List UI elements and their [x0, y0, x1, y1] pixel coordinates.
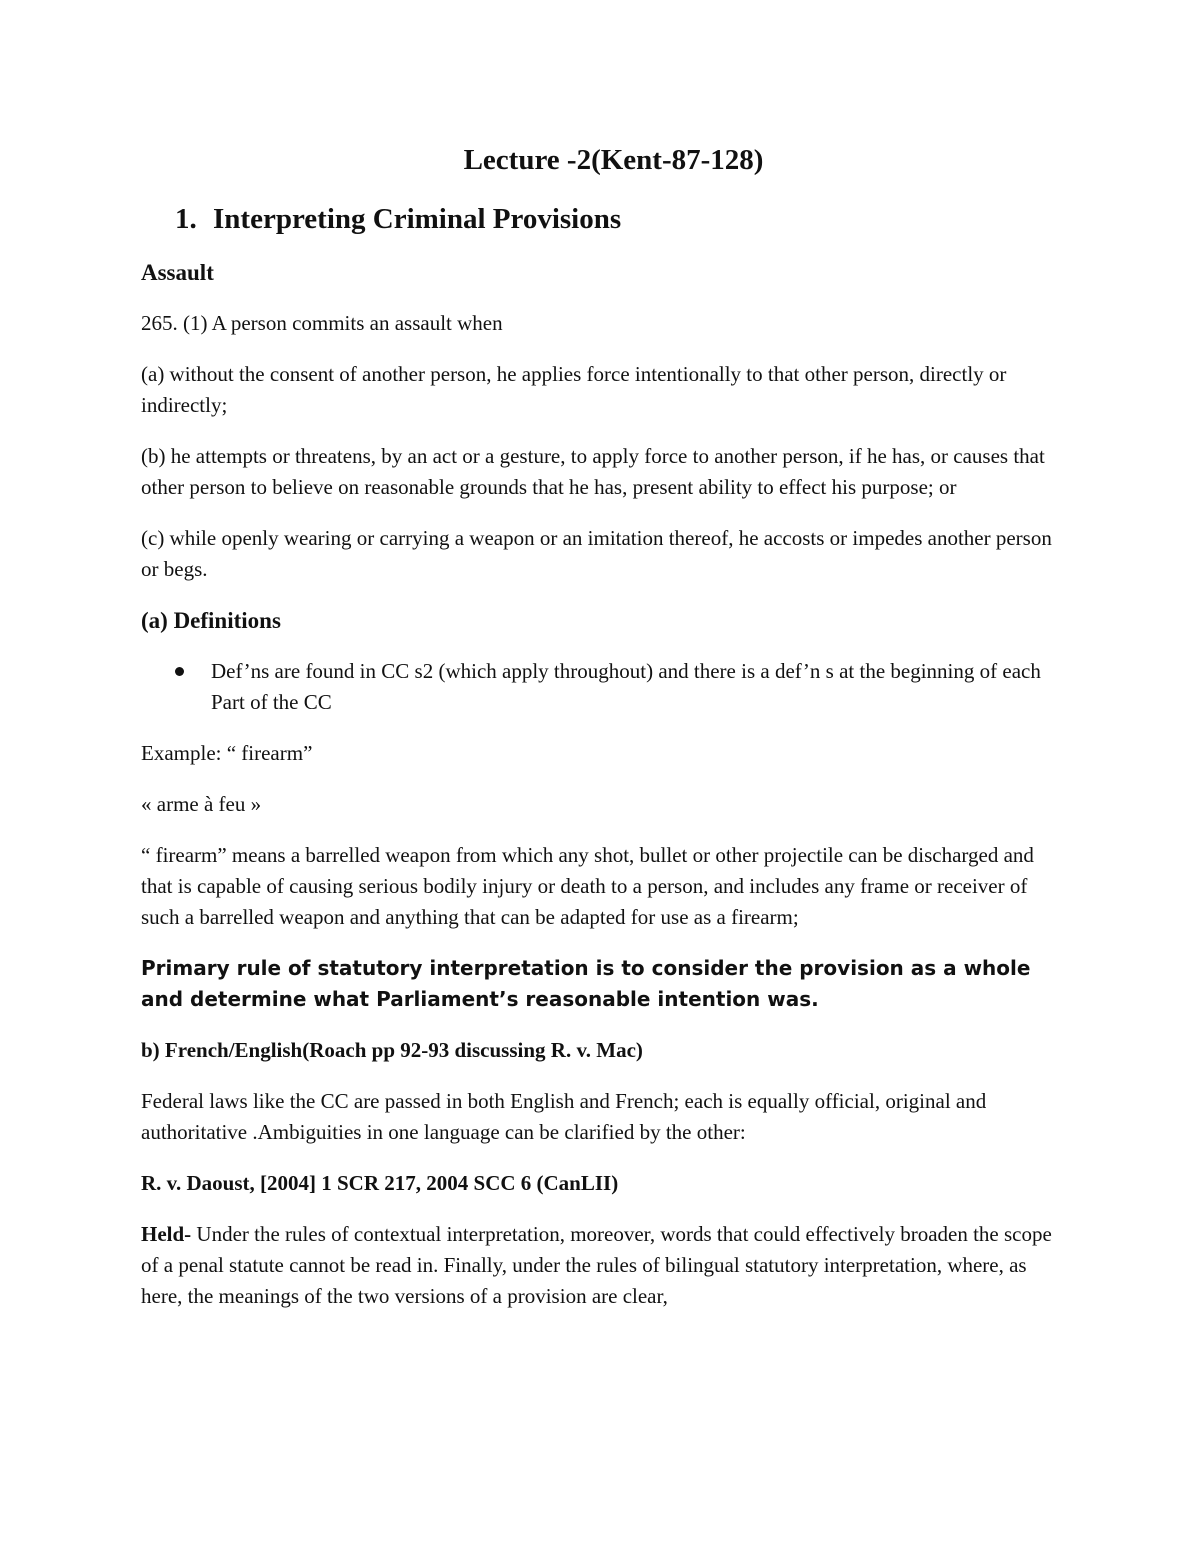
clause-a: (a) without the consent of another person, he applies force intentionally to that other person, directly or indirectly; [141, 362, 1007, 417]
example-line: Example: “ firearm” [141, 741, 313, 765]
document-body [141, 140, 1056, 1332]
clause-c: (c) while openly wearing or carrying a weapon or an imitation thereof, he accosts or impedes another person or begs. [141, 526, 1052, 581]
french-term: « arme à feu » [141, 792, 262, 816]
bullet-text: Def’ns are found in CC s2 (which apply throughout) and there is a def’n s at the beginning of each Part of the CC [211, 659, 1041, 714]
primary-rule-statement: Primary rule of statutory interpretation is to consider the provision as a whole and determine what Parliament’s reasonable intention was. [141, 956, 1031, 1011]
page-title: Lecture -2(Kent-87-128) [463, 144, 764, 176]
section-title: Interpreting Criminal Provisions [213, 203, 622, 235]
daoust-case-heading: R. v. Daoust, [2004] 1 SCR 217, 2004 SCC 6 (CanLII) [141, 1171, 619, 1195]
held-paragraph [141, 1219, 1056, 1312]
definitions-bullet-item [141, 656, 1056, 718]
clause-b: (b) he attempts or threatens, by an act or a gesture, to apply force to another person, if he has, or causes that other person to believe on reasonable grounds that he has, present ability to effect his purpose; or [141, 444, 1045, 499]
french-english-heading: b) French/English(Roach pp 92-93 discussing R. v. Mac) [141, 1038, 643, 1062]
definitions-heading: (a) Definitions [141, 608, 281, 633]
bullet-icon [175, 667, 184, 676]
assault-heading: Assault [141, 260, 214, 285]
held-text: Under the rules of contextual interpretation, moreover, words that could effectively broaden the scope of a penal statute cannot be read in. Finally, under the rules of bilingual statutory interpretation, where, as here, the meanings of the two versions of a provision are clear, [141, 1222, 1052, 1308]
section-number: 1. [175, 203, 197, 235]
section-265-intro: 265. (1) A person commits an assault when [141, 311, 503, 335]
held-label: Held- [141, 1222, 192, 1246]
firearm-definition: “ firearm” means a barrelled weapon from which any shot, bullet or other projectile can be discharged and that is capable of causing serious bodily injury or death to a person, and includes any frame or receiver of such a barrelled weapon and anything that can be adapted for use as a firearm; [141, 843, 1034, 929]
section-heading-interpreting [175, 199, 1056, 239]
french-english-text: Federal laws like the CC are passed in both English and French; each is equally official, original and authoritative .Ambiguities in one language can be clarified by the other: [141, 1089, 987, 1144]
